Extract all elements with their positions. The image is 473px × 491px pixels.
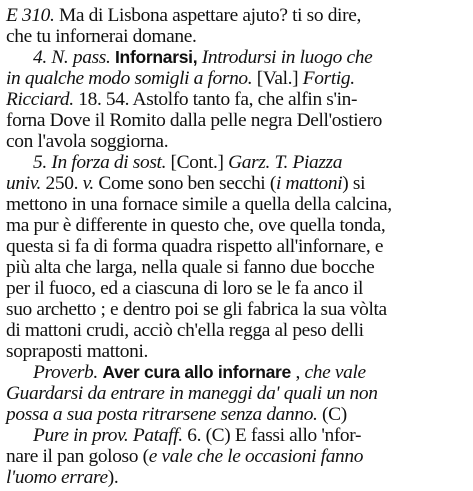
text-line [6,256,374,279]
citation: v. [82,173,94,194]
text-segment: forna Dove il Romito dalla pelle negra Dell'ostiero [6,110,383,131]
text-segment: nare il pan goloso ( [6,446,149,467]
text-segment: che tu infornerai domane. [6,26,197,47]
sense-number: 5. In forza di sost. [33,152,167,173]
text-segment: mettono in una fornace simile a quella della calcina, [6,194,392,215]
text-segment: questa si fa di forma quadra rispetto all'infornare, e [6,236,384,257]
definition: Guardarsi da entrare in maneggi da' quali un non [6,383,378,404]
text-line [33,424,361,447]
text-segment: sopraposti mattoni. [6,341,148,362]
text-line [6,319,364,342]
gloss: i mattoni [275,173,343,194]
text-line [6,466,118,489]
text-segment: , [290,362,305,383]
text-segment: Ma di Lisbona aspettare ajuto? ti so dire, [54,5,361,26]
source-tag: [Cont.] [166,152,229,173]
text-line [6,277,363,300]
gloss: l'uomo errare [6,467,108,488]
text-line [33,46,372,69]
text-line [6,298,387,321]
text-line [6,235,383,258]
text-segment: con l'avola soggiorna. [6,131,169,152]
text-line [6,193,392,216]
definition: possa a sua posta ritrarsene senza danno. [6,404,318,425]
text-line [6,382,378,405]
text-segment: ) si [342,173,366,194]
text-line [6,172,365,195]
definition: in qualche modo somigli a forno. [6,68,253,89]
text-segment: per il fuoco, ed a ciascuna di loro se le fa anco il [6,278,364,299]
text-segment: di mattoni crudi, acciò ch'ella regga al peso delli [6,320,364,341]
citation: Fortig. [302,68,355,89]
text-line [6,88,357,111]
text-line [6,403,347,426]
text-segment: ). [107,467,119,488]
text-segment: Come sono ben secchi ( [93,173,276,194]
source-tag: [Val.] [252,68,303,89]
citation: univ. [6,173,42,194]
citation: Garz. T. Piazza [228,152,343,173]
entry-reference: E 310. [6,5,55,26]
text-line [6,109,382,132]
text-segment: 250. [41,173,83,194]
gloss: e vale che le occasioni fanno [148,446,364,467]
text-segment: più alta che larga, nella quale si fanno due bocche [6,257,375,278]
text-line [6,4,361,27]
text-line [6,67,355,90]
text-line [6,25,196,48]
proverb-label: Proverb. [33,362,98,383]
text-line [6,340,148,363]
text-line [6,130,168,153]
sense-number: 4. N. pass. [33,47,111,68]
headword: Aver cura allo infornare [102,362,291,382]
citation: Pure in prov. Pataff. [33,425,183,446]
text-line [6,214,385,237]
text-line [6,445,363,468]
text-segment: 6. (C) E fassi allo 'nfor- [182,425,362,446]
text-line [33,151,342,174]
text-segment: ma pur è differente in questo che, ove quella tonda, [6,215,386,236]
source-tag: (C) [317,404,347,425]
definition: che vale [304,362,366,383]
text-segment: suo archetto ; e dentro poi se gli fabrica la sua vòlta [6,299,387,320]
text-line [33,361,366,384]
headword: Infornarsi, [115,47,198,67]
definition: Introdursi in luogo che [201,47,373,68]
text-segment: 18. 54. Astolfo tanto fa, che alfin s'in- [73,89,358,110]
citation: Ricciard. [6,89,74,110]
